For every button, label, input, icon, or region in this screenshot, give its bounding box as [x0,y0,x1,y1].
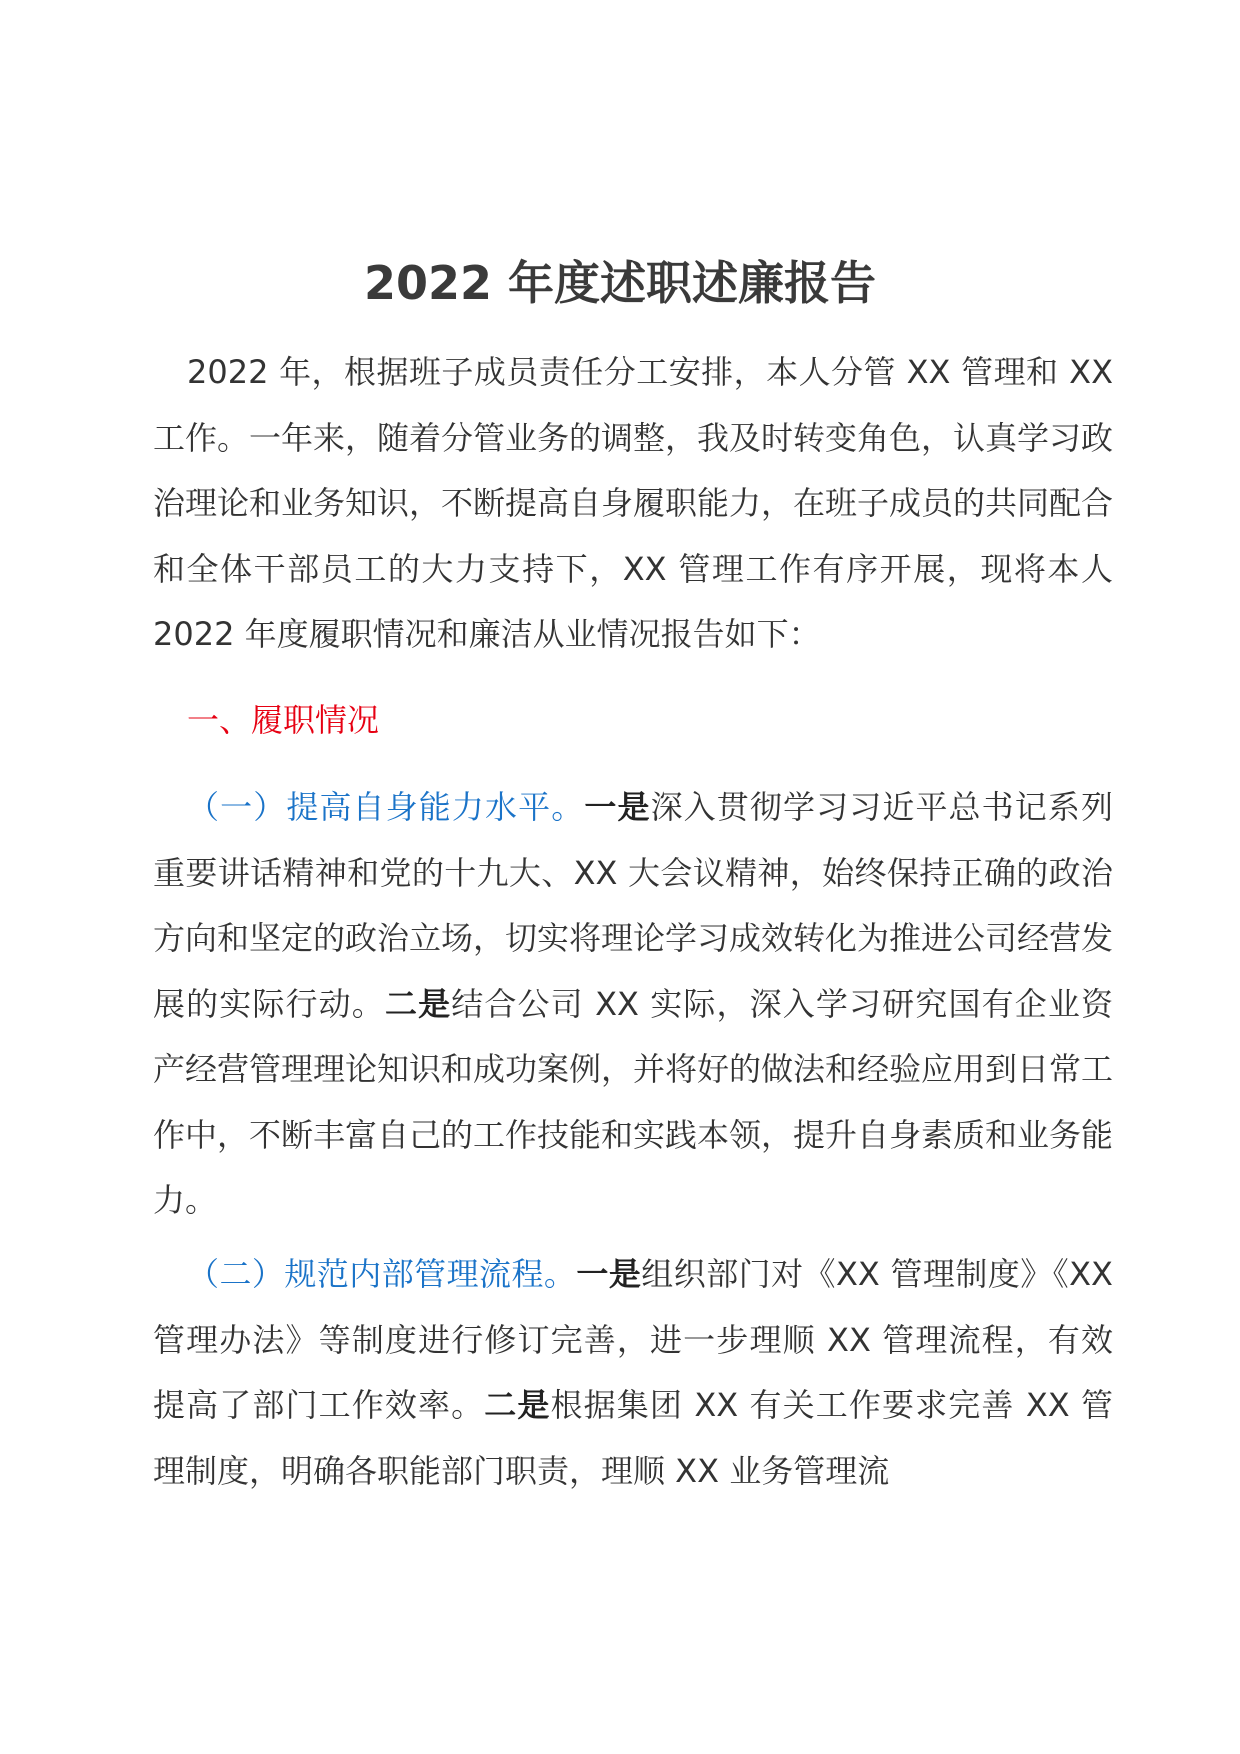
item-2-point-2-text: 根据集团 XX 有关工作要求完善 XX 管理制度，明确各职能部门职责，理顺 XX 业务管理流 [153,1386,1113,1490]
item-1-heading: （一）提高自身能力水平。 [187,788,585,826]
item-1-point-2-text: 结合公司 XX 实际，深入学习研究国有企业资产经营管理理论知识和成功案例，并将好的做法和经验应用到日常工作中，不断丰富自己的工作技能和实践本领，提升自身素质和业务能力。 [153,984,1114,1219]
document-title: 2022 年度述职述廉报告 [363,256,877,310]
item-1-paragraph [153,775,1113,1234]
item-2-heading: （二）规范内部管理流程。 [187,1255,577,1293]
item-1-point-1-label: 一是 [584,788,651,826]
section-heading-1: 一、履职情况 [187,701,380,739]
item-2-paragraph [153,1242,1113,1504]
item-1-point-2-label: 二是 [384,984,452,1023]
intro-paragraph: 2022 年，根据班子成员责任分工安排，本人分管 XX 管理和 XX 工作。一年来，随着分管业务的调整，我及时转变角色，认真学习政治理论和业务知识，不断提高自身履职能力，在班子成员的共同配合和全体干部员工的大力支持下，XX 管理工作有序开展，现将本人 2022 年度履职情况和廉洁从业情况报告如下： [153,353,1114,653]
item-2-point-1-label: 一是 [576,1255,642,1293]
item-2-point-2-label: 二是 [484,1386,551,1424]
item-1-point-1-text: 深入贯彻学习习近平总书记系列重要讲话精神和党的十九大、XX 大会议精神，始终保持正确的政治方向和坚定的政治立场，切实将理论学习成效转化为推进公司经营发展的实际行动。 [153,788,1114,1023]
item-2-point-1-text: 组织部门对《XX 管理制度》《XX 管理办法》等制度进行修订完善，进一步理顺 XX 管理流程，有效提高了部门工作效率。 [153,1255,1113,1424]
